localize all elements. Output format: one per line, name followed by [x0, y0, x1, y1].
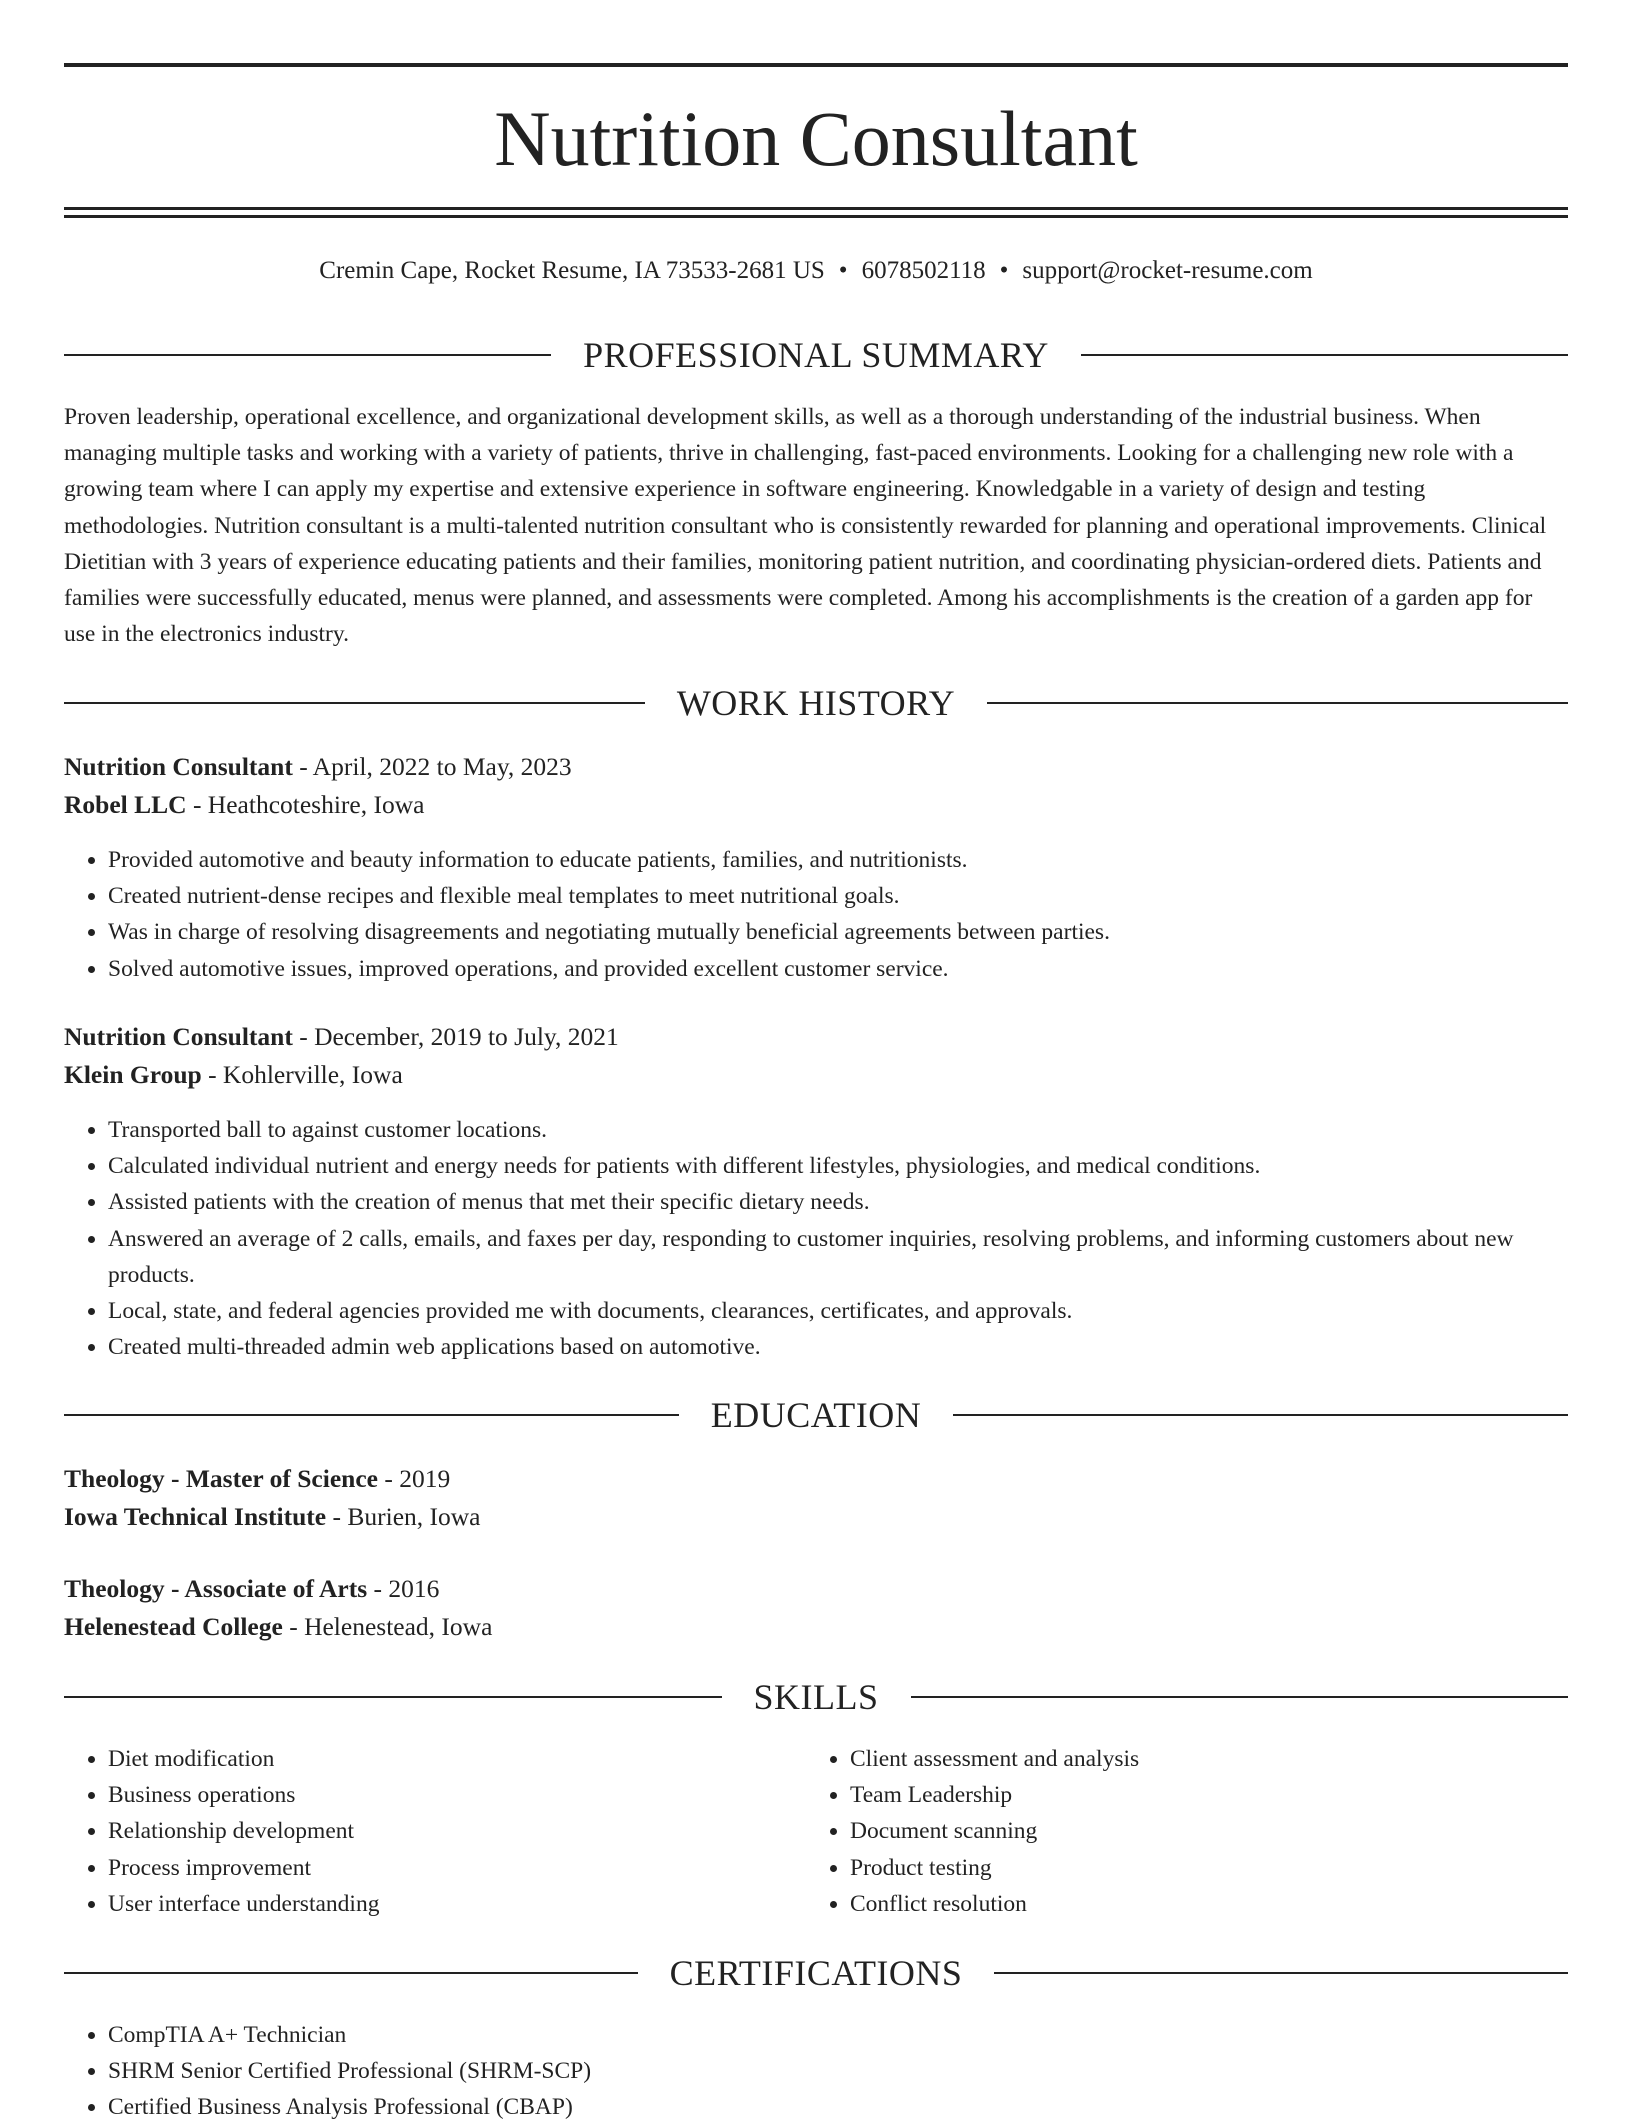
section-heading-work — [64, 681, 1568, 725]
education-year: - 2016 — [367, 1574, 440, 1603]
list-item: • Answered an average of 2 calls, emails, and faxes per day, responding to customer inquiries, resolving problems, and informing customers about new products. — [108, 1221, 1568, 1293]
heading-rule — [1081, 354, 1568, 356]
job-dates: - December, 2019 to July, 2021 — [292, 1022, 619, 1051]
certification-item: • Certified Business Analysis Professional (CBAP) — [108, 2089, 1568, 2125]
job-entry — [64, 1018, 1568, 1094]
education-year: - 2019 — [377, 1464, 451, 1493]
contact-address: Cremin Cape, Rocket Resume, IA 73533-2681 US — [319, 257, 825, 284]
skill-item: • Business operations — [108, 1777, 798, 1813]
education-school-line — [64, 1608, 1568, 1646]
job-dates: - April, 2022 to May, 2023 — [292, 752, 572, 781]
list-item: • Solved automotive issues, improved operations, and provided excellent customer service. — [108, 951, 1568, 987]
list-item: • Transported ball to against customer locations. — [108, 1112, 1568, 1148]
job-title-line — [64, 1018, 1568, 1056]
job-title: Nutrition Consultant — [64, 752, 293, 781]
heading-rule — [911, 1696, 1569, 1698]
contact-line — [64, 254, 1568, 288]
summary-heading: PROFESSIONAL SUMMARY — [583, 335, 1049, 375]
education-degree-line — [64, 1570, 1568, 1608]
job-entry — [64, 748, 1568, 824]
certification-item: • CompTIA A+ Technician — [108, 2017, 1568, 2053]
list-item: • Was in charge of resolving disagreements and negotiating mutually beneficial agreements between parties. — [108, 914, 1568, 950]
skill-item: • Diet modification — [108, 1741, 798, 1777]
job-bullets — [64, 842, 1568, 987]
skill-item: • Document scanning — [850, 1813, 1610, 1849]
section-heading-education — [64, 1393, 1568, 1437]
education-school-line — [64, 1498, 1568, 1536]
heading-rule — [987, 702, 1568, 704]
list-item: • Local, state, and federal agencies provided me with documents, clearances, certificates, and approvals. — [108, 1293, 1568, 1329]
heading-rule — [64, 1972, 638, 1974]
skills-heading: SKILLS — [753, 1677, 879, 1717]
heading-rule — [64, 354, 551, 356]
education-location: - Burien, Iowa — [326, 1502, 481, 1531]
contact-email: support@rocket-resume.com — [1022, 257, 1313, 284]
job-location: - Kohlerville, Iowa — [201, 1060, 403, 1089]
skill-item: • Conflict resolution — [850, 1886, 1610, 1922]
job-bullets — [64, 1112, 1568, 1365]
job-company: Robel LLC — [64, 790, 187, 819]
skills-list-right — [806, 1741, 1610, 1922]
list-item: • Created nutrient-dense recipes and flexible meal templates to meet nutritional goals. — [108, 878, 1568, 914]
skills-list-left — [64, 1741, 798, 1922]
education-school: Helenestead College — [64, 1612, 283, 1641]
education-school: Iowa Technical Institute — [64, 1502, 327, 1531]
job-company: Klein Group — [64, 1060, 202, 1089]
contact-phone: 6078502118 — [861, 257, 986, 284]
work-heading: WORK HISTORY — [676, 683, 956, 723]
heading-rule — [994, 1972, 1568, 1974]
skill-item: • User interface understanding — [108, 1886, 798, 1922]
contact-separator: • — [838, 257, 848, 284]
education-entry — [64, 1460, 1568, 1536]
top-rule — [64, 63, 1568, 67]
heading-rule — [64, 1696, 722, 1698]
list-item: • Assisted patients with the creation of menus that met their specific dietary needs. — [108, 1184, 1568, 1220]
list-item: • Provided automotive and beauty information to educate patients, families, and nutritionists. — [108, 842, 1568, 878]
summary-text: Proven leadership, operational excellence, and organizational development skills, as well as a thorough understanding of the industrial business. When managing multiple tasks and working with a variety of patients, thrive in challenging, fast-paced environments. Looking for a challenging new role with a growing team where I can apply my expertise and extensive experience in software engineering. Knowledgable in a variety of design and testing methodologies. Nutrition consultant is a multi-talented nutrition consultant who is consistently rewarded for planning and operational improvements. Clinical Dietitian with 3 years of experience educating patients and their families, monitoring patient nutrition, and coordinating physician-ordered diets. Patients and families were successfully educated, menus were planned, and assessments were completed. Among his accomplishments is the creation of a garden app for use in the electronics industry. — [64, 404, 1547, 648]
job-company-line — [64, 1056, 1568, 1094]
section-heading-certifications — [64, 1951, 1568, 1995]
education-entry — [64, 1570, 1568, 1646]
list-item: • Created multi-threaded admin web applications based on automotive. — [108, 1329, 1568, 1365]
certifications-heading: CERTIFICATIONS — [669, 1953, 963, 1993]
title-double-rule — [64, 207, 1568, 218]
job-title-line — [64, 748, 1568, 786]
resume-title: Nutrition Consultant — [494, 95, 1138, 182]
section-heading-skills — [64, 1675, 1568, 1719]
heading-rule — [953, 1414, 1568, 1416]
contact-separator: • — [999, 257, 1009, 284]
education-heading: EDUCATION — [710, 1395, 922, 1435]
certification-item: • SHRM Senior Certified Professional (SHRM-SCP) — [108, 2053, 1568, 2089]
skill-item: • Relationship development — [108, 1813, 798, 1849]
certifications-list — [64, 2017, 1568, 2126]
section-heading-summary — [64, 333, 1568, 377]
skill-item: • Product testing — [850, 1850, 1610, 1886]
skill-item: • Team Leadership — [850, 1777, 1610, 1813]
skill-item: • Client assessment and analysis — [850, 1741, 1610, 1777]
heading-rule — [64, 1414, 679, 1416]
education-degree: Theology - Associate of Arts — [64, 1574, 368, 1603]
job-company-line — [64, 786, 1568, 824]
job-title: Nutrition Consultant — [64, 1022, 293, 1051]
education-degree-line — [64, 1460, 1568, 1498]
skill-item: • Process improvement — [108, 1850, 798, 1886]
heading-rule — [64, 702, 645, 704]
job-location: - Heathcoteshire, Iowa — [186, 790, 425, 819]
list-item: • Calculated individual nutrient and energy needs for patients with different lifestyles, physiologies, and medical conditions. — [108, 1148, 1568, 1184]
education-location: - Helenestead, Iowa — [282, 1612, 493, 1641]
education-degree: Theology - Master of Science — [64, 1464, 378, 1493]
